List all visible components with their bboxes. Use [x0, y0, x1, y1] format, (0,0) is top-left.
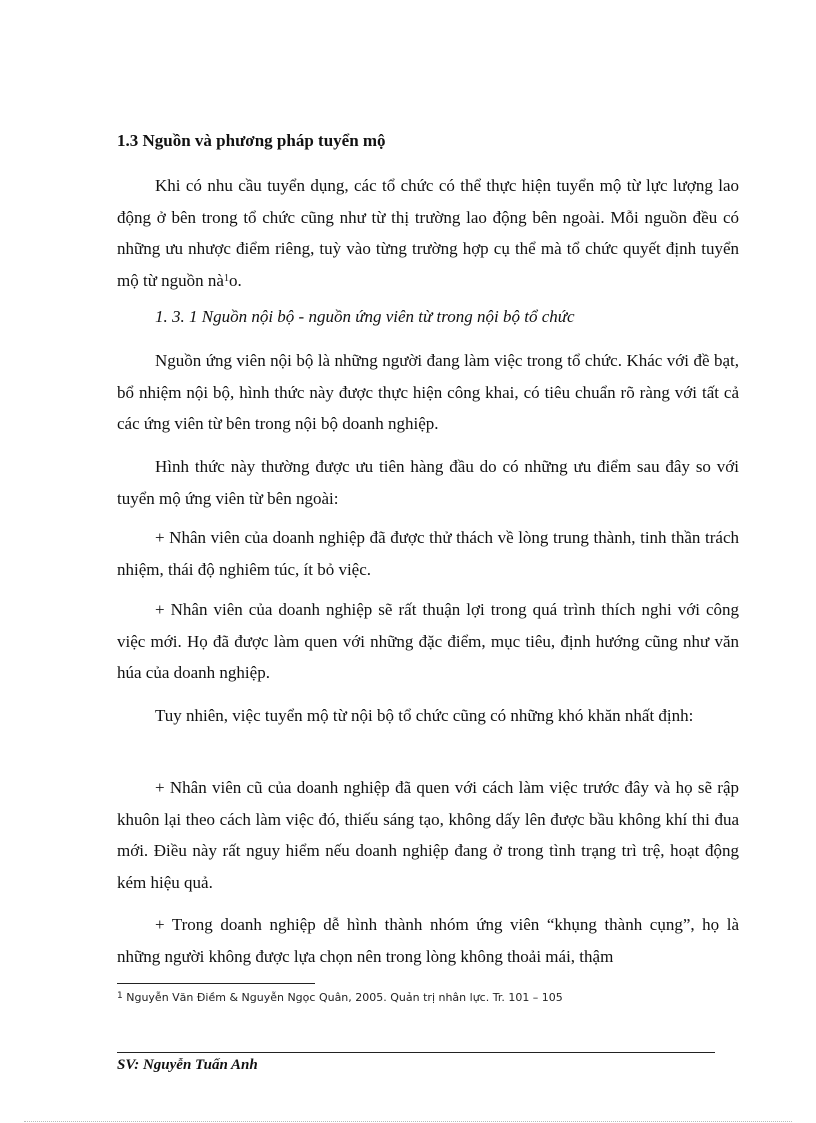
page-bottom-border	[24, 1121, 792, 1122]
footnote	[117, 991, 563, 1004]
paragraph-advantages-intro: Hình thức này thường được ưu tiên hàng đầu do có những ưu điểm sau đây so với tuyển mộ ứng viên từ bên ngoài:	[117, 457, 739, 508]
subsection-heading: 1. 3. 1 Nguồn nội bộ - nguồn ứng viên từ trong nội bộ tổ chức	[155, 307, 575, 326]
footnote-text: Nguyễn Văn Điềm & Nguyễn Ngọc Quân, 2005. Quản trị nhân lực. Tr. 101 – 105	[122, 991, 563, 1004]
intro-text: Khi có nhu cầu tuyển dụng, các tổ chức có thể thực hiện tuyển mộ từ lực lượng lao động ở bên trong tổ chức cũng như từ thị trường lao động bên ngoài. Mỗi nguồn đều có những ưu nhược điểm riêng, tuỳ vào từng trường hợp cụ thể mà tổ chức quyết định tuyển mộ từ nguồn nà	[117, 176, 739, 290]
paragraph-advantage-adaptation: + Nhân viên của doanh nghiệp sẽ rất thuận lợi trong quá trình thích nghi với công việc mới. Họ đã được làm quen với những đặc điểm, mục tiêu, định hướng cũng như văn húa của doanh nghiệp.	[117, 600, 739, 682]
paragraph-advantage-loyalty: + Nhân viên của doanh nghiệp đã được thử thách về lòng trung thành, tinh thần trách nhiệm, thái độ nghiêm túc, ít bỏ việc.	[117, 528, 739, 579]
paragraph-disadvantages-intro: Tuy nhiên, việc tuyển mộ từ nội bộ tổ chức cũng có những khó khăn nhất định:	[155, 706, 694, 725]
footnote-mark: 1	[117, 991, 123, 1001]
footnote-separator	[117, 983, 315, 984]
intro-text-end: o.	[228, 270, 242, 290]
paragraph-internal-source: Nguồn ứng viên nội bộ là những người đang làm việc trong tổ chức. Khác với đề bạt, bổ nhiệm nội bộ, hình thức này được thực hiện công khai, có tiêu chuẩn rõ ràng với tất cả các ứng viên từ bên trong nội bộ doanh nghiệp.	[117, 351, 739, 433]
footer-student-name: SV: Nguyễn Tuấn Anh	[117, 1057, 258, 1073]
paragraph-disadvantage-routine: + Nhân viên cũ của doanh nghiệp đã quen với cách làm việc trước đây và họ sẽ rập khuôn lại theo cách làm việc đó, thiếu sáng tạo, không dấy lên được bầu không khí thi đua mới. Điều này rất nguy hiểm nếu doanh nghiệp đang ở trong tình trạng trì trệ, hoạt động kém hiệu quả.	[117, 778, 739, 892]
section-heading: 1.3 Nguồn và phương pháp tuyển mộ	[117, 131, 386, 150]
footnote-reference[interactable]: 1	[223, 272, 229, 284]
footer-separator	[117, 1052, 715, 1053]
paragraph-disadvantage-groups: + Trong doanh nghiệp dễ hình thành nhóm ứng viên “khụng thành cụng”, họ là những người không được lựa chọn nên trong lòng không thoải mái, thậm	[117, 915, 739, 966]
intro-paragraph	[117, 170, 739, 296]
